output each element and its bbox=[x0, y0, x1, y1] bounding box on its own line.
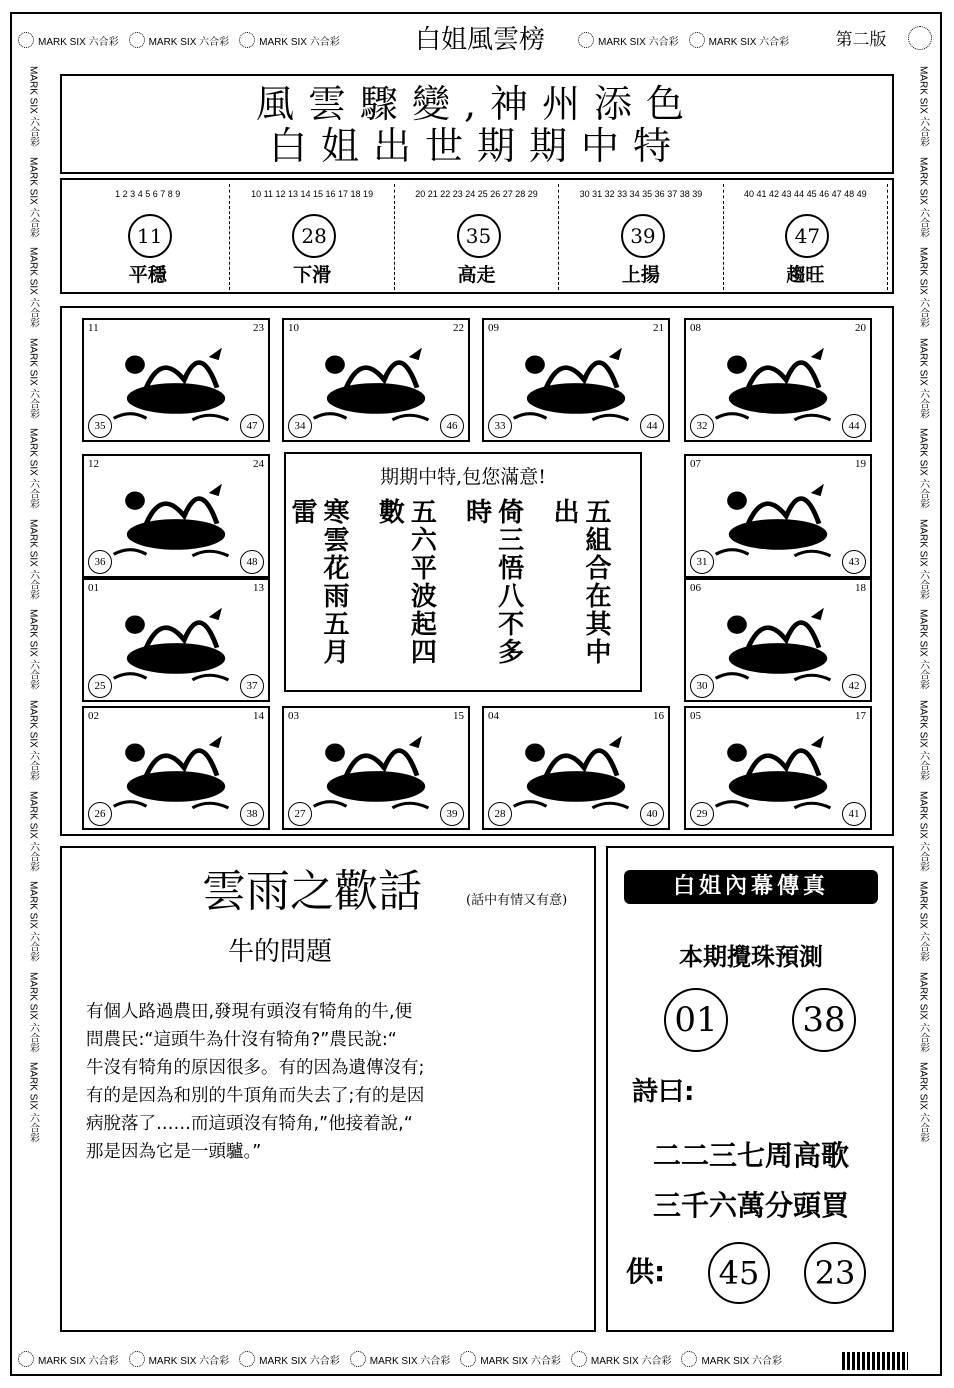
picture-cell bbox=[684, 706, 872, 830]
children-plant-icon bbox=[696, 722, 860, 814]
brand-text: MARK SIX 六合彩 bbox=[27, 700, 39, 781]
number-group: 30 31 32 33 34 35 36 37 38 39 bbox=[559, 184, 723, 204]
cell-number-bl: 25 bbox=[88, 674, 112, 698]
cell-number-br: 37 bbox=[240, 674, 264, 698]
lotus-icon bbox=[494, 334, 658, 426]
cell-number-tl: 12 bbox=[88, 458, 99, 470]
goat-tree-icon bbox=[494, 722, 658, 814]
cell-number-bl: 36 bbox=[88, 550, 112, 574]
flower-icon bbox=[460, 1351, 476, 1367]
brand-text: MARK SIX 六合彩 bbox=[917, 518, 929, 600]
brand-text: MARK SIX 六合彩 bbox=[27, 971, 39, 1053]
cell-number-br: 46 bbox=[440, 414, 464, 438]
page-title: 白姐風雲榜 bbox=[414, 25, 545, 55]
predict-number-2: 38 bbox=[792, 988, 856, 1052]
pick-number: 47 bbox=[785, 214, 829, 258]
cell-number-tl: 01 bbox=[88, 582, 99, 594]
grid-panel bbox=[60, 306, 894, 836]
poem-column: 五組合在其中出 bbox=[548, 498, 611, 666]
story-line: 病脫落了……而這頭沒有犄角,”他接着說,“ bbox=[86, 1114, 413, 1134]
center-heading: 期期中特,包您滿意! bbox=[380, 466, 546, 488]
banner-line-2: 白姐出世期期中特 bbox=[268, 124, 685, 168]
brand-text: MARK SIX 六合彩 bbox=[38, 1355, 119, 1367]
ox-icon bbox=[294, 334, 458, 426]
story-line: 問農民:“這頭牛為什沒有犄角?”農民說:“ bbox=[86, 1030, 397, 1050]
picture-cell bbox=[282, 706, 470, 830]
supply-number-1: 45 bbox=[708, 1242, 770, 1304]
cell-number-tl: 11 bbox=[88, 322, 99, 334]
cell-number-br: 44 bbox=[842, 414, 866, 438]
poem-column: 寒雲花雨五月雷 bbox=[287, 498, 349, 666]
number-groups bbox=[66, 184, 888, 204]
boy-ox-icon bbox=[94, 722, 258, 814]
cell-number-tr: 16 bbox=[653, 710, 664, 722]
brand-text: MARK SIX 六合彩 bbox=[27, 881, 39, 962]
brand-text: MARK SIX 六合彩 bbox=[27, 156, 39, 238]
story-line: 有的是因為和別的牛頂角而失去了;有的是因 bbox=[86, 1086, 425, 1106]
poem-column: 五六平波起四數 bbox=[374, 498, 437, 666]
brand-text: MARK SIX 六合彩 bbox=[27, 609, 39, 691]
pick-column bbox=[724, 206, 888, 290]
brand-text: MARK SIX 六合彩 bbox=[917, 247, 929, 328]
flower-icon bbox=[239, 1351, 255, 1367]
brand-text: MARK SIX 六合彩 bbox=[917, 66, 929, 147]
cell-number-br: 39 bbox=[440, 802, 464, 826]
cell-number-tl: 07 bbox=[690, 458, 701, 470]
cell-number-tr: 13 bbox=[253, 582, 264, 594]
flower-icon bbox=[129, 1351, 145, 1367]
banner-box bbox=[60, 74, 894, 174]
orchid-crane-icon bbox=[94, 470, 258, 562]
cell-number-tl: 05 bbox=[690, 710, 701, 722]
edition-label: 第二版 bbox=[835, 30, 887, 50]
flower-icon bbox=[18, 1351, 34, 1367]
pick-column bbox=[395, 206, 559, 290]
picture-cell bbox=[82, 706, 270, 830]
flower-icon bbox=[681, 1351, 697, 1367]
barcode-block bbox=[842, 1352, 908, 1370]
brand-text: MARK SIX 六合彩 bbox=[38, 36, 119, 48]
cell-number-bl: 30 bbox=[690, 674, 714, 698]
flower-icon bbox=[239, 32, 255, 48]
picture-cell bbox=[684, 578, 872, 702]
brand-text: MARK SIX 六合彩 bbox=[917, 428, 929, 509]
story-panel bbox=[60, 846, 596, 1332]
brand-text: MARK SIX 六合彩 bbox=[27, 247, 39, 328]
brand-text: MARK SIX 六合彩 bbox=[27, 66, 39, 147]
left-brand-strip bbox=[18, 66, 48, 1336]
flower-icon bbox=[350, 1351, 366, 1367]
story-heading: 牛的問題 bbox=[228, 937, 333, 967]
cell-number-tl: 06 bbox=[690, 582, 701, 594]
predict-number-1: 01 bbox=[664, 988, 728, 1052]
cell-number-br: 40 bbox=[640, 802, 664, 826]
pick-column bbox=[230, 206, 394, 290]
tree-children-icon bbox=[696, 334, 860, 426]
cell-number-br: 42 bbox=[842, 674, 866, 698]
number-group: 10 11 12 13 14 15 16 17 18 19 bbox=[230, 184, 394, 204]
brand-text: MARK SIX 六合彩 bbox=[701, 1355, 783, 1367]
willow-icon bbox=[696, 594, 860, 686]
cell-number-tr: 22 bbox=[453, 322, 464, 334]
brand-text: MARK SIX 六合彩 bbox=[27, 337, 39, 419]
brand-text: MARK SIX 六合彩 bbox=[590, 1355, 672, 1367]
bottom-brand-strip bbox=[18, 1346, 838, 1372]
story-body bbox=[86, 998, 586, 1168]
cell-number-tr: 20 bbox=[855, 322, 866, 334]
cell-number-br: 43 bbox=[842, 550, 866, 574]
brand-text: MARK SIX 六合彩 bbox=[598, 36, 679, 48]
brand-text: MARK SIX 六合彩 bbox=[917, 971, 929, 1053]
cell-number-tl: 02 bbox=[88, 710, 99, 722]
cell-number-bl: 29 bbox=[690, 802, 714, 826]
brand-text: MARK SIX 六合彩 bbox=[917, 700, 929, 781]
cell-number-tr: 23 bbox=[253, 322, 264, 334]
brand-text: MARK SIX 六合彩 bbox=[148, 36, 230, 48]
brand-text: MARK SIX 六合彩 bbox=[917, 881, 929, 962]
cell-number-bl: 28 bbox=[488, 802, 512, 826]
pick-number: 28 bbox=[292, 214, 336, 258]
cell-number-bl: 31 bbox=[690, 550, 714, 574]
flower-icon bbox=[571, 1351, 587, 1367]
brand-text: MARK SIX 六合彩 bbox=[27, 1062, 39, 1143]
picture-cell bbox=[82, 318, 270, 442]
flower-icon bbox=[18, 32, 34, 48]
pick-label: 平穩 bbox=[128, 264, 167, 286]
supply-number-2: 23 bbox=[804, 1242, 866, 1304]
predict-label: 本期攪珠預測 bbox=[679, 943, 823, 971]
picture-cell bbox=[482, 318, 670, 442]
brand-text: MARK SIX 六合彩 bbox=[480, 1355, 561, 1367]
cell-number-tr: 19 bbox=[855, 458, 866, 470]
story-line: 有個人路過農田,發現有頭沒有犄角的牛,便 bbox=[86, 1002, 413, 1022]
bamboo-figure-icon bbox=[94, 334, 258, 426]
pick-box bbox=[60, 178, 894, 294]
cell-number-bl: 32 bbox=[690, 414, 714, 438]
cell-number-br: 44 bbox=[640, 414, 664, 438]
cell-number-tr: 21 bbox=[653, 322, 664, 334]
brand-text: MARK SIX 六合彩 bbox=[259, 36, 340, 48]
top-brand-strip bbox=[18, 22, 388, 58]
number-group: 1 2 3 4 5 6 7 8 9 bbox=[66, 184, 230, 204]
cell-number-br: 41 bbox=[842, 802, 866, 826]
cell-number-bl: 27 bbox=[288, 802, 312, 826]
number-group: 40 41 42 43 44 45 46 47 48 49 bbox=[724, 184, 888, 204]
brand-text: MARK SIX 六合彩 bbox=[708, 36, 790, 48]
center-panel bbox=[284, 452, 642, 692]
children-vase-icon bbox=[696, 470, 860, 562]
pick-number: 11 bbox=[128, 214, 172, 258]
picture-cell bbox=[482, 706, 670, 830]
story-line: 牛沒有犄角的原因很多。有的因為遺傳沒有; bbox=[86, 1058, 425, 1078]
cell-number-tl: 03 bbox=[288, 710, 299, 722]
pick-number: 35 bbox=[457, 214, 501, 258]
pick-column bbox=[66, 206, 230, 290]
flower-icon bbox=[129, 32, 145, 48]
supply-label: 供: bbox=[626, 1255, 666, 1288]
story-subtitle: (話中有情又有意) bbox=[466, 893, 568, 908]
moon-house-icon bbox=[94, 594, 258, 686]
brand-text: MARK SIX 六合彩 bbox=[917, 337, 929, 419]
top-brand-strip-right bbox=[578, 22, 818, 58]
brand-text: MARK SIX 六合彩 bbox=[148, 1355, 230, 1367]
cell-number-br: 47 bbox=[240, 414, 264, 438]
side-panel bbox=[606, 846, 894, 1332]
banner-line-1: 風雲驟變,神州添色 bbox=[255, 82, 699, 126]
poem-label: 詩曰: bbox=[632, 1077, 695, 1107]
brand-text: MARK SIX 六合彩 bbox=[917, 156, 929, 238]
pick-label: 下滑 bbox=[293, 264, 332, 286]
pick-label: 上揚 bbox=[621, 264, 660, 286]
story-line: 那是因為它是一頭驢。” bbox=[86, 1142, 262, 1162]
brand-text: MARK SIX 六合彩 bbox=[369, 1355, 451, 1367]
pick-row bbox=[66, 206, 888, 290]
picture-cell bbox=[282, 318, 470, 442]
brand-text: MARK SIX 六合彩 bbox=[917, 1062, 929, 1143]
corner-flower-icon bbox=[908, 26, 932, 50]
brand-text: MARK SIX 六合彩 bbox=[259, 1355, 340, 1367]
brand-text: MARK SIX 六合彩 bbox=[27, 790, 39, 872]
cell-number-tr: 18 bbox=[855, 582, 866, 594]
brand-text: MARK SIX 六合彩 bbox=[27, 428, 39, 509]
cell-number-br: 38 bbox=[240, 802, 264, 826]
cell-number-bl: 34 bbox=[288, 414, 312, 438]
flower-icon bbox=[578, 32, 594, 48]
pick-label: 趨旺 bbox=[786, 264, 825, 286]
pick-column bbox=[559, 206, 723, 290]
picture-cell bbox=[82, 454, 270, 578]
cell-number-tr: 24 bbox=[253, 458, 264, 470]
poem-line-1: 二二三七周高歌 bbox=[652, 1139, 849, 1172]
right-brand-strip bbox=[908, 66, 938, 1336]
cell-number-bl: 35 bbox=[88, 414, 112, 438]
cell-number-bl: 33 bbox=[488, 414, 512, 438]
picture-cell bbox=[82, 578, 270, 702]
flower-pot-icon bbox=[294, 722, 458, 814]
pick-label: 高走 bbox=[457, 264, 496, 286]
picture-cell bbox=[684, 454, 872, 578]
cell-number-tl: 10 bbox=[288, 322, 299, 334]
flower-icon bbox=[689, 32, 705, 48]
cell-number-tr: 17 bbox=[855, 710, 866, 722]
cell-number-bl: 26 bbox=[88, 802, 112, 826]
poem-line-2: 三千六萬分頭買 bbox=[652, 1189, 849, 1222]
side-badge: 白姐內幕傳真 bbox=[624, 870, 878, 904]
cell-number-tl: 08 bbox=[690, 322, 701, 334]
cell-number-tr: 14 bbox=[253, 710, 264, 722]
brand-text: MARK SIX 六合彩 bbox=[917, 790, 929, 872]
center-poem bbox=[287, 498, 612, 684]
brand-text: MARK SIX 六合彩 bbox=[27, 518, 39, 600]
cell-number-tr: 15 bbox=[453, 710, 464, 722]
brand-text: MARK SIX 六合彩 bbox=[917, 609, 929, 691]
number-group: 20 21 22 23 24 25 26 27 28 29 bbox=[395, 184, 559, 204]
poem-column: 倚三悟八不多時 bbox=[461, 498, 524, 666]
cell-number-tl: 04 bbox=[488, 710, 499, 722]
pick-number: 39 bbox=[621, 214, 665, 258]
story-title: 雲雨之歡話 bbox=[202, 866, 422, 917]
cell-number-tl: 09 bbox=[488, 322, 499, 334]
cell-number-br: 48 bbox=[240, 550, 264, 574]
picture-cell bbox=[684, 318, 872, 442]
